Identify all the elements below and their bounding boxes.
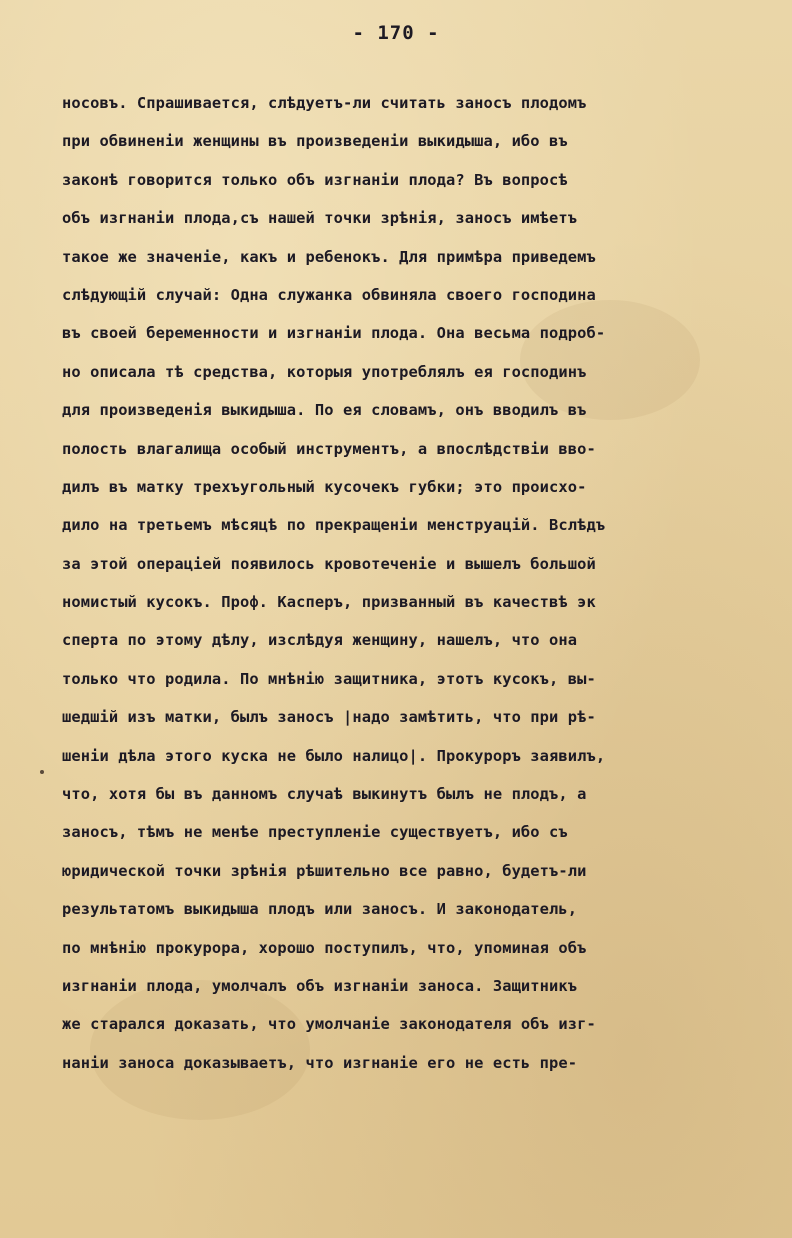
text-line: юридической точки зрѣнія рѣшительно все равно, будетъ-ли: [62, 861, 587, 880]
text-line: по мнѣнію прокурора, хорошо поступилъ, что, упоминая объ: [62, 938, 587, 957]
text-line: заносъ, тѣмъ не менѣе преступленіе существуетъ, ибо съ: [62, 823, 568, 842]
text-line: но описала тѣ средства, которыя употреблялъ ея господинъ: [62, 362, 587, 381]
text-line: такое же значеніе, какъ и ребенокъ. Для примѣра приведемъ: [62, 247, 596, 266]
body-text: [62, 84, 788, 1082]
text-line: носовъ. Спрашивается, слѣдуетъ-ли считать заносъ плодомъ: [62, 94, 587, 112]
text-line: наніи заноса доказываетъ, что изгнаніе его не есть пре-: [62, 1053, 578, 1072]
margin-mark: [40, 770, 44, 774]
text-line: дило на третьемъ мѣсяцѣ по прекращеніи менструацій. Вслѣдъ: [62, 516, 606, 535]
text-line: объ изгнаніи плода,съ нашей точки зрѣнія, заносъ имѣетъ: [62, 209, 578, 228]
text-line: номистый кусокъ. Проф. Касперъ, призванный въ качествѣ эк: [62, 593, 596, 612]
text-line: дилъ въ матку трехъугольный кусочекъ губки; это происхо-: [62, 477, 587, 496]
page-number: - 170 -: [352, 22, 440, 44]
text-line: только что родила. По мнѣнію защитника, этотъ кусокъ, вы-: [62, 669, 596, 688]
text-line: полость влагалища особый инструментъ, а впослѣдствіи вво-: [62, 439, 596, 458]
text-line: для произведенія выкидыша. По ея словамъ, онъ вводилъ въ: [62, 401, 587, 420]
text-line: въ своей беременности и изгнаніи плода. Она весьма подроб-: [62, 324, 606, 343]
text-line: шеніи дѣла этого куска не было налицо|. Прокуроръ заявилъ,: [62, 746, 606, 765]
text-line: слѣдующій случай: Одна служанка обвиняла своего господина: [62, 285, 596, 304]
text-line: что, хотя бы въ данномъ случаѣ выкинутъ былъ не плодъ, а: [62, 785, 587, 804]
text-line: законѣ говорится только объ изгнаніи плода? Въ вопросѣ: [62, 170, 568, 189]
text-line: за этой операціей появилось кровотеченіе и вышелъ большой: [62, 554, 596, 573]
text-line: изгнаніи плода, умолчалъ объ изгнаніи заноса. Защитникъ: [62, 976, 578, 995]
text-line: шедшій изъ матки, былъ заносъ |надо замѣтить, что при рѣ-: [62, 708, 596, 727]
text-line: же старался доказать, что умолчаніе законодателя объ изг-: [62, 1015, 596, 1034]
text-line: результатомъ выкидыша плодъ или заносъ. И законодатель,: [62, 900, 578, 919]
text-line: сперта по этому дѣлу, изслѣдуя женщину, нашелъ, что она: [62, 631, 578, 650]
text-line: при обвиненіи женщины въ произведеніи выкидыша, ибо въ: [62, 132, 568, 151]
